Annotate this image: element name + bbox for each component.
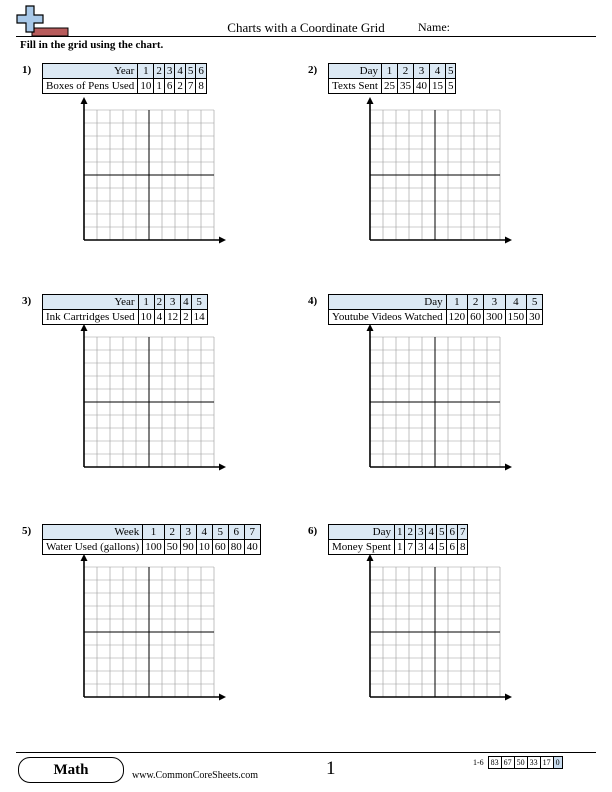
data-table (42, 63, 207, 94)
x-value-cell: 5 (445, 64, 456, 79)
y-value-cell: 6 (447, 540, 458, 555)
page-number: 1 (326, 758, 336, 779)
x-value-cell: 6 (447, 525, 458, 540)
y-value-cell: 50 (164, 540, 180, 555)
coordinate-grid[interactable] (76, 323, 226, 469)
y-value-cell: 3 (415, 540, 426, 555)
data-table (42, 524, 261, 555)
x-value-cell: 4 (175, 64, 186, 79)
y-value-cell: 35 (397, 79, 413, 94)
y-label-cell: Boxes of Pens Used (43, 79, 138, 94)
data-table (328, 63, 456, 94)
y-axis-arrow-icon (367, 97, 374, 104)
x-value-cell: 3 (415, 525, 426, 540)
y-value-cell: 8 (196, 79, 207, 94)
score-cell: 33 (527, 757, 540, 769)
y-value-cell: 5 (445, 79, 456, 94)
x-axis-arrow-icon (505, 237, 512, 244)
coordinate-grid[interactable] (362, 553, 512, 699)
y-axis-arrow-icon (81, 324, 88, 331)
x-label-cell: Year (43, 64, 138, 79)
y-value-cell: 4 (154, 310, 165, 325)
x-label-cell: Day (329, 295, 447, 310)
y-axis-arrow-icon (81, 97, 88, 104)
coordinate-grid[interactable] (362, 96, 512, 242)
x-value-cell: 3 (180, 525, 196, 540)
problem-number: 3) (22, 295, 32, 307)
x-axis-arrow-icon (219, 464, 226, 471)
y-value-cell: 25 (381, 79, 397, 94)
x-value-cell: 1 (138, 64, 154, 79)
x-value-cell: 6 (196, 64, 207, 79)
x-value-cell: 2 (405, 525, 416, 540)
problem-number: 5) (22, 525, 32, 537)
x-value-cell: 2 (164, 525, 180, 540)
problem-number: 2) (308, 64, 318, 76)
y-value-cell: 300 (484, 310, 506, 325)
x-value-cell: 6 (228, 525, 244, 540)
problem-number: 6) (308, 525, 318, 537)
y-axis-arrow-icon (367, 554, 374, 561)
x-value-cell: 4 (505, 295, 527, 310)
score-key (471, 756, 563, 769)
y-value-cell: 1 (154, 79, 165, 94)
x-label-cell: Week (43, 525, 143, 540)
x-value-cell: 3 (413, 64, 429, 79)
name-label: Name: (418, 20, 450, 34)
x-label-cell: Year (43, 295, 139, 310)
y-value-cell: 80 (228, 540, 244, 555)
x-label-cell: Day (329, 64, 382, 79)
y-value-cell: 40 (413, 79, 429, 94)
x-value-cell: 5 (527, 295, 543, 310)
y-value-cell: 7 (185, 79, 196, 94)
y-value-cell: 150 (505, 310, 527, 325)
coordinate-grid[interactable] (76, 96, 226, 242)
x-value-cell: 3 (164, 64, 175, 79)
x-value-cell: 5 (191, 295, 207, 310)
y-value-cell: 1 (394, 540, 405, 555)
x-value-cell: 4 (426, 525, 437, 540)
y-label-cell: Water Used (gallons) (43, 540, 143, 555)
x-value-cell: 1 (381, 64, 397, 79)
x-axis-arrow-icon (505, 464, 512, 471)
x-axis-arrow-icon (219, 237, 226, 244)
instructions: Fill in the grid using the chart. (20, 39, 164, 51)
x-value-cell: 1 (138, 295, 154, 310)
problem-number: 4) (308, 295, 318, 307)
page-title: Charts with a Coordinate Grid (227, 20, 385, 35)
footer-divider (16, 752, 596, 753)
y-value-cell: 60 (212, 540, 228, 555)
x-value-cell: 5 (212, 525, 228, 540)
score-cell: 67 (501, 757, 514, 769)
coordinate-grid[interactable] (76, 553, 226, 699)
math-badge: Math (18, 757, 124, 783)
x-value-cell: 5 (185, 64, 196, 79)
y-label-cell: Youtube Videos Watched (329, 310, 447, 325)
x-value-cell: 4 (429, 64, 445, 79)
x-value-cell: 1 (394, 525, 405, 540)
x-value-cell: 7 (244, 525, 260, 540)
y-label-cell: Texts Sent (329, 79, 382, 94)
data-table (328, 294, 543, 325)
x-value-cell: 1 (143, 525, 165, 540)
x-value-cell: 2 (468, 295, 484, 310)
y-value-cell: 10 (138, 310, 154, 325)
score-cell: 83 (488, 757, 501, 769)
y-value-cell: 100 (143, 540, 165, 555)
header-divider (16, 36, 596, 37)
y-value-cell: 6 (164, 79, 175, 94)
y-value-cell: 2 (175, 79, 186, 94)
y-axis-arrow-icon (81, 554, 88, 561)
y-axis-arrow-icon (367, 324, 374, 331)
website-link[interactable]: www.CommonCoreSheets.com (132, 770, 259, 781)
y-value-cell: 4 (426, 540, 437, 555)
y-value-cell: 5 (436, 540, 447, 555)
x-value-cell: 2 (397, 64, 413, 79)
y-value-cell: 90 (180, 540, 196, 555)
score-cell: 50 (514, 757, 527, 769)
y-value-cell: 2 (181, 310, 192, 325)
x-value-cell: 4 (196, 525, 212, 540)
x-value-cell: 5 (436, 525, 447, 540)
x-value-cell: 2 (154, 64, 165, 79)
y-value-cell: 10 (138, 79, 154, 94)
y-value-cell: 7 (405, 540, 416, 555)
y-value-cell: 14 (191, 310, 207, 325)
y-label-cell: Ink Cartridges Used (43, 310, 139, 325)
y-value-cell: 12 (165, 310, 181, 325)
x-value-cell: 4 (181, 295, 192, 310)
coordinate-grid[interactable] (362, 323, 512, 469)
y-value-cell: 10 (196, 540, 212, 555)
y-label-cell: Money Spent (329, 540, 395, 555)
y-value-cell: 120 (446, 310, 468, 325)
x-value-cell: 7 (457, 525, 468, 540)
x-axis-arrow-icon (505, 694, 512, 701)
x-value-cell: 3 (484, 295, 506, 310)
x-label-cell: Day (329, 525, 395, 540)
x-value-cell: 3 (165, 295, 181, 310)
y-value-cell: 8 (457, 540, 468, 555)
y-value-cell: 30 (527, 310, 543, 325)
problem-number: 1) (22, 64, 32, 76)
y-value-cell: 40 (244, 540, 260, 555)
x-value-cell: 1 (446, 295, 468, 310)
x-value-cell: 2 (154, 295, 165, 310)
score-range: 1-6 (473, 758, 484, 767)
y-value-cell: 15 (429, 79, 445, 94)
data-table (42, 294, 208, 325)
score-cell: 0 (553, 757, 562, 769)
x-axis-arrow-icon (219, 694, 226, 701)
data-table (328, 524, 468, 555)
score-cell: 17 (540, 757, 553, 769)
y-value-cell: 60 (468, 310, 484, 325)
